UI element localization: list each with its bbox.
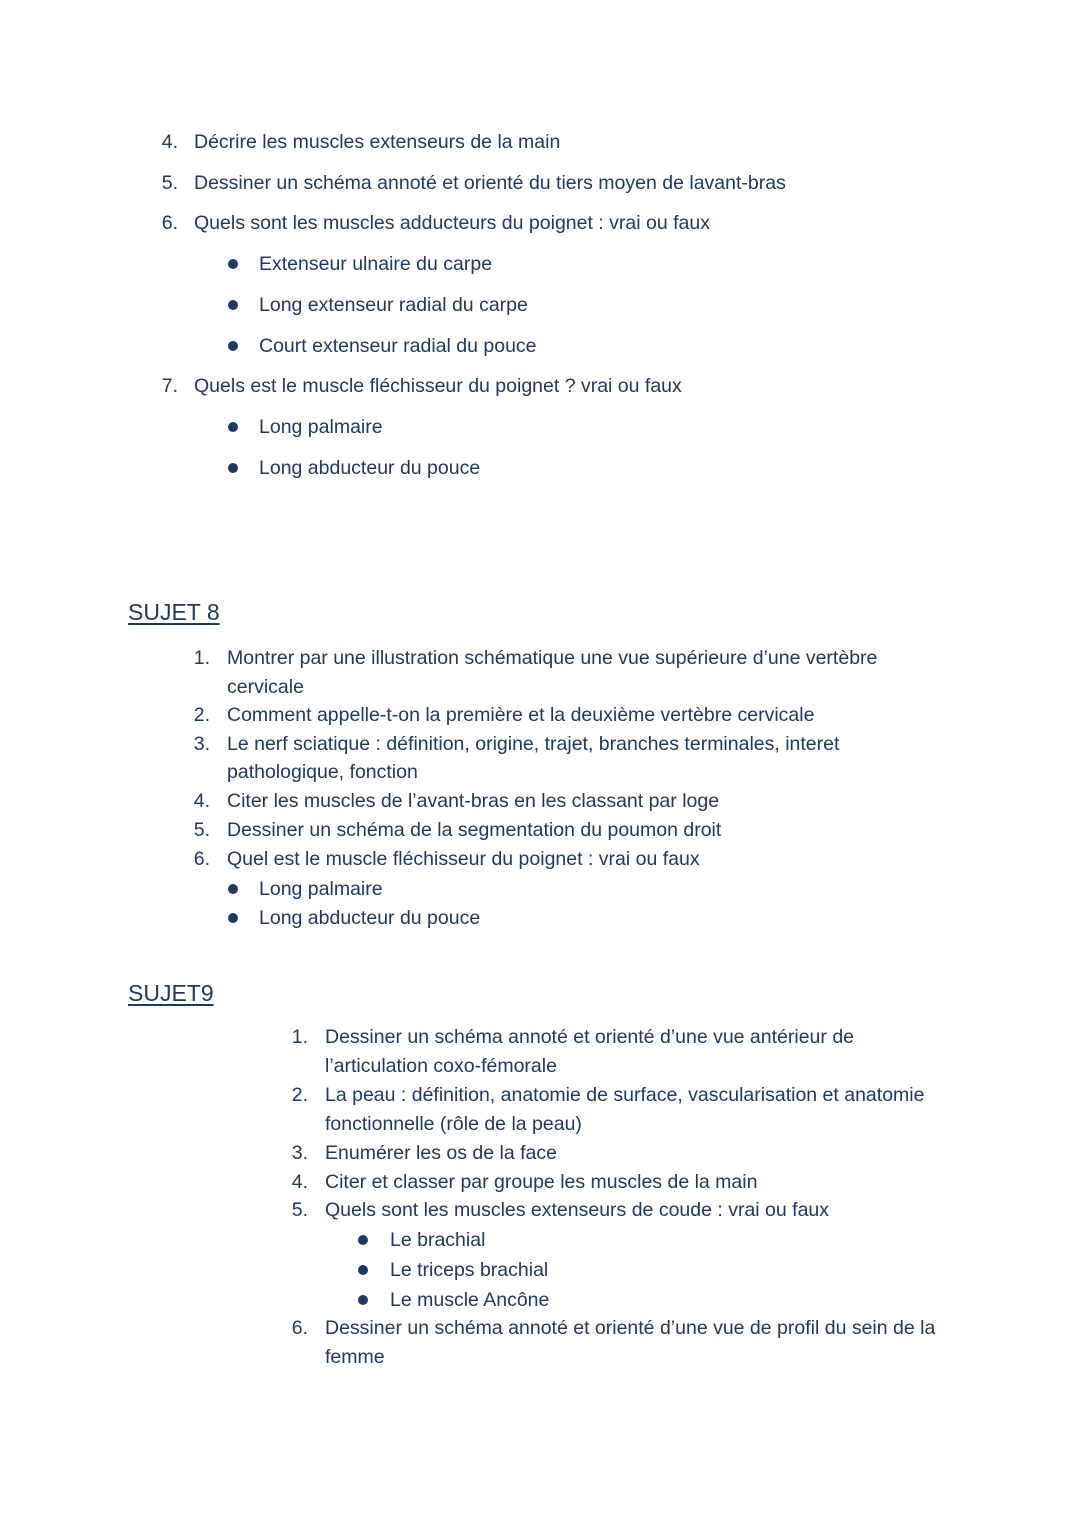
- list-text: pathologique, fonction: [227, 761, 418, 783]
- list-text: Quels est le muscle fléchisseur du poignet ? vrai ou faux: [194, 375, 682, 397]
- bullet-icon: [228, 463, 238, 473]
- bullet-icon: [358, 1235, 368, 1245]
- list-number: 1.: [291, 1026, 308, 1048]
- list-number: 4.: [193, 790, 210, 812]
- list-text: fonctionnelle (rôle de la peau): [325, 1113, 582, 1135]
- list-text: Dessiner un schéma de la segmentation du poumon droit: [227, 819, 722, 841]
- list-number: 3.: [291, 1142, 308, 1164]
- list-number: 5.: [193, 819, 210, 841]
- list-text: Quels sont les muscles extenseurs de coude : vrai ou faux: [325, 1199, 830, 1221]
- list-text: Citer et classer par groupe les muscles de la main: [325, 1171, 758, 1193]
- bullet-text: Long abducteur du pouce: [259, 907, 481, 929]
- list-number: 6.: [193, 848, 210, 870]
- list-text: Le nerf sciatique : définition, origine, trajet, branches terminales, interet: [227, 733, 840, 755]
- list-text: Dessiner un schéma annoté et orienté d’une vue de profil du sein de la: [325, 1317, 936, 1339]
- list-text: Quel est le muscle fléchisseur du poignet : vrai ou faux: [227, 848, 700, 870]
- bullet-icon: [228, 259, 238, 269]
- bullet-icon: [358, 1295, 368, 1305]
- bullet-text: Court extenseur radial du pouce: [259, 335, 537, 357]
- list-number: 5.: [291, 1199, 308, 1221]
- list-text: La peau : définition, anatomie de surface, vascularisation et anatomie: [325, 1084, 925, 1106]
- list-number: 1.: [193, 647, 210, 669]
- sujet-9-title: SUJET9: [128, 980, 214, 1006]
- bullet-text: Le brachial: [390, 1229, 486, 1251]
- bullet-icon: [228, 341, 238, 351]
- list-text: Dessiner un schéma annoté et orienté du tiers moyen de lavant-bras: [194, 172, 786, 194]
- list-text: l’articulation coxo-fémorale: [325, 1055, 557, 1077]
- list-text: Enumérer les os de la face: [325, 1142, 557, 1164]
- bullet-text: Le muscle Ancône: [390, 1289, 550, 1311]
- list-number: 2.: [193, 704, 210, 726]
- bullet-text: Le triceps brachial: [390, 1259, 549, 1281]
- bullet-text: Long palmaire: [259, 416, 383, 438]
- bullet-icon: [358, 1265, 368, 1275]
- list-number: 2.: [291, 1084, 308, 1106]
- list-text: Citer les muscles de l’avant-bras en les classant par loge: [227, 790, 720, 812]
- list-text: femme: [325, 1346, 385, 1368]
- sujet-8-title: SUJET 8: [128, 599, 220, 625]
- bullet-icon: [228, 884, 238, 894]
- list-text: Décrire les muscles extenseurs de la main: [194, 131, 561, 153]
- list-number: 7.: [161, 375, 178, 397]
- list-text: Quels sont les muscles adducteurs du poignet : vrai ou faux: [194, 212, 710, 234]
- list-number: 6.: [161, 212, 178, 234]
- bullet-text: Long abducteur du pouce: [259, 457, 481, 479]
- list-text: Montrer par une illustration schématique une vue supérieure d’une vertèbre: [227, 647, 878, 669]
- list-number: 3.: [193, 733, 210, 755]
- bullet-text: Long palmaire: [259, 878, 383, 900]
- list-number: 4.: [291, 1171, 308, 1193]
- list-number: 5.: [161, 172, 178, 194]
- bullet-icon: [228, 300, 238, 310]
- bullet-text: Long extenseur radial du carpe: [259, 294, 528, 316]
- list-number: 4.: [161, 131, 178, 153]
- list-number: 6.: [291, 1317, 308, 1339]
- list-text: Comment appelle-t-on la première et la deuxième vertèbre cervicale: [227, 704, 815, 726]
- bullet-text: Extenseur ulnaire du carpe: [259, 253, 493, 275]
- bullet-icon: [228, 913, 238, 923]
- list-text: cervicale: [227, 676, 304, 698]
- bullet-icon: [228, 422, 238, 432]
- list-text: Dessiner un schéma annoté et orienté d’une vue antérieur de: [325, 1026, 855, 1048]
